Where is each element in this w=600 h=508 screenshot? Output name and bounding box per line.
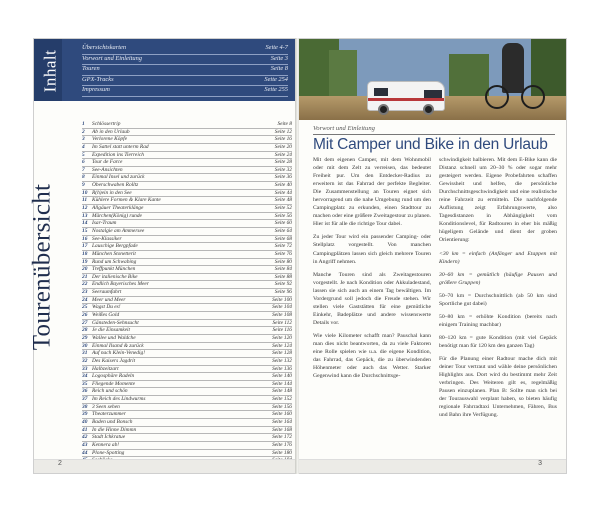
tour-page: Seite 180: [272, 449, 292, 456]
tour-label: Des Kaisers Jagdrit: [92, 357, 136, 364]
tour-page: Seite 20: [274, 143, 292, 150]
tour-page: Seite 124: [272, 342, 292, 349]
tour-label: Baden und Bonsch: [92, 418, 133, 425]
tour-label: Märchen(König) runde: [92, 212, 142, 219]
tour-label: Ab in den Urlaub: [92, 128, 130, 135]
tour-number: 39: [82, 411, 88, 418]
tour-item[interactable]: [82, 381, 292, 389]
tour-label: Meer und Meer: [92, 296, 126, 303]
distance-level: <30 km = einfach (Anfänger und Etappen mit Kindern): [439, 250, 557, 265]
tour-number: 14: [82, 220, 88, 227]
tour-item[interactable]: [82, 274, 292, 282]
tour-page: Seite 44: [274, 189, 292, 196]
tour-number: 41: [82, 426, 88, 433]
tour-number: 25: [82, 304, 88, 311]
tour-item[interactable]: [82, 388, 292, 396]
tour-item[interactable]: [82, 144, 292, 152]
tour-number: 6: [82, 159, 85, 166]
tour-item[interactable]: [82, 228, 292, 236]
tour-label: Oberschwaben Rolltz: [92, 182, 139, 189]
camper-bike-photo: [299, 39, 566, 120]
tour-page: Seite 140: [272, 373, 292, 380]
tour-item[interactable]: [82, 427, 292, 435]
tour-item[interactable]: [82, 121, 292, 129]
paragraph: Wie viele Kilometer schafft man? Pauschal kann man dies nicht beantworten, da zu viele Faktoren eine Rolle spielen wie u.a. die eigene Kondition, das Fahrrad, das Gepäck, die zu überwindenden Höhenmeter oder auch das Wetter. Starker Gegenwind kann die Durchschnittsge-: [313, 332, 431, 380]
tour-item[interactable]: [82, 358, 292, 366]
tour-number: 3: [82, 136, 85, 143]
tour-number: 19: [82, 258, 88, 265]
tour-page: Seite 120: [272, 334, 292, 341]
tour-item[interactable]: [82, 205, 292, 213]
tour-item[interactable]: [82, 404, 292, 412]
tour-label: Im Reich des Lindwurms: [92, 396, 146, 403]
tour-number: 35: [82, 380, 88, 387]
tour-page: Seite 156: [272, 403, 292, 410]
tour-item[interactable]: [82, 320, 292, 328]
tour-number: 4: [82, 143, 85, 150]
tour-page: Seite 52: [274, 205, 292, 212]
tour-page: Seite 160: [272, 411, 292, 418]
tour-page: Seite 40: [274, 182, 292, 189]
book-spread: [28, 38, 567, 476]
left-page-number: 2: [58, 460, 62, 467]
tour-item[interactable]: [82, 182, 292, 190]
distance-level: 50–70 km = Durchschnittlich (ab 50 km sind Sportliche gut dabei): [439, 292, 557, 307]
tour-number: 12: [82, 205, 88, 212]
tour-label: Seeraumfahrt: [92, 289, 122, 296]
tour-page: Seite 116: [272, 327, 292, 334]
contents-item[interactable]: Vorwort und Einleitung Seite 3: [82, 55, 288, 66]
tour-label: Logosphäre Radeln: [92, 373, 135, 380]
tour-number: 20: [82, 266, 88, 273]
distance-level: 50–80 km = erhöhte Kondition (bereits nach einigem Training machbar): [439, 313, 557, 328]
tour-number: 43: [82, 441, 88, 448]
tour-number: 16: [82, 235, 88, 242]
tour-page: Seite 64: [274, 227, 292, 234]
tour-page: Seite 88: [274, 273, 292, 280]
tour-page: Seite 176: [272, 441, 292, 448]
tour-item[interactable]: [82, 136, 292, 144]
contents-item[interactable]: Impressum Seite 255: [82, 86, 288, 97]
paragraph: schwindigkeit halbieren. Mit dem E-Bike kann die Distanz schnell um 20–30 % oder sogar mehr gesteigert werden. Eigene Probefahrten schaffen Gewissheit und helfen, die persönliche Durchschnittsgeschwindigkeit und eine realistische reine Fahrzeit zu ermitteln. Die nachfolgende Auflistung zeigt Erfahrungswerte, also Tagesdistanzen in Abhängigkeit vom Konditionslevel, für Radtouren in eher bis mäßig hügeligem Gelände und dient der groben Orientierung:: [439, 157, 557, 244]
tour-number: 30: [82, 342, 88, 349]
tour-label: Kennera ab!: [92, 441, 120, 448]
tour-label: Wallee und Waldche: [92, 334, 136, 341]
tour-page: Seite 128: [272, 350, 292, 357]
tour-number: 26: [82, 312, 88, 319]
tour-number: 37: [82, 396, 88, 403]
tour-item[interactable]: [82, 396, 292, 404]
tour-number: 42: [82, 434, 88, 441]
tour-label: Einmal Insel und zurück: [92, 174, 145, 181]
tour-item[interactable]: [82, 167, 292, 175]
article-eyebrow: Vorwort und Einleitung: [313, 125, 375, 132]
contents-title: Inhalt: [40, 49, 60, 93]
tour-label: München Stonetterit: [92, 250, 136, 257]
left-footer-bar: [34, 459, 296, 473]
tour-number: 44: [82, 449, 88, 456]
tour-number: 32: [82, 357, 88, 364]
tour-item[interactable]: [82, 213, 292, 221]
tour-label: Verlorene Köpfe: [92, 136, 127, 143]
tour-item[interactable]: [82, 243, 292, 251]
tour-label: Im Sattel statt unterm Rad: [92, 143, 149, 150]
tour-page: Seite 92: [274, 281, 292, 288]
tour-label: Theaterzummer: [92, 411, 126, 418]
tour-page: Seite 100: [272, 296, 292, 303]
contents-item[interactable]: Touren Seite 8: [82, 65, 288, 76]
right-page-number: 3: [538, 460, 542, 467]
tour-number: 28: [82, 327, 88, 334]
tour-item[interactable]: [82, 411, 292, 419]
tour-item[interactable]: [82, 197, 292, 205]
tour-label: See-Klassiker: [92, 235, 122, 242]
tour-page: Seite 68: [274, 235, 292, 242]
left-page: [28, 38, 296, 474]
tour-label: Expedition ins Tierreich: [92, 151, 144, 158]
contents-header-band: [34, 39, 296, 101]
tour-item[interactable]: [82, 442, 292, 450]
tour-item[interactable]: [82, 350, 292, 358]
tour-page: Seite 148: [272, 388, 292, 395]
contents-list: [82, 44, 288, 97]
paragraph: Für die Planung einer Radtour mache dich mit deiner Tour vertraut und wähle deine persönlichen Highlights aus. Dort wird du bestimmt mehr Zeit verbringen. Des Weiteren gilt es, regelmäßig Pausen einzuplanen. Plan B: Sollte man sich bei der Tourauswahl verplant haben, so bieten häufig regionale Fahrradtaxi Unternehmen, Fähren, Bus und Bahn ihre Verfügung.: [439, 355, 557, 419]
tour-page: Seite 76: [274, 250, 292, 257]
tour-item[interactable]: [82, 174, 292, 182]
tour-label: Gänsteden-Sehnsucht: [92, 319, 139, 326]
tour-label: Halbzeitzart: [92, 365, 119, 372]
tour-label: Weißes Gold: [92, 312, 120, 319]
tour-list: [82, 121, 292, 465]
tour-page: Seite 96: [274, 289, 292, 296]
tour-number: 7: [82, 166, 85, 173]
tour-label: Endlich Bayerisches Meer: [92, 281, 149, 288]
distance-level: 80–120 km = gute Kondition (mit viel Gepäck benötigt man für 120 km den ganzen Tag): [439, 334, 557, 349]
tour-item[interactable]: [82, 152, 292, 160]
paragraph: Mit dem eigenen Camper, mit dem Wohnmobil oder mit dem Zelt zu verreisen, das bedeutet Freiheit pur. Um den Entdecker-Radius zu erweitern ist das Fahrrad der perfekte Begleiter. Die Zusammenstellung an Touren eignet sich hervorragend um die nahe Umgebung rund um den Campingplatz zu erkunden, einen Stadttour zu machen oder eine größere Zweitagestour zu planen. Hier ist für alle die richtige Tour dabei.: [313, 157, 431, 228]
tour-label: R(h)ein in den See: [92, 189, 132, 196]
tour-page: Seite 84: [274, 266, 292, 273]
tour-label: See-Ansichten: [92, 166, 123, 173]
tour-number: 33: [82, 365, 88, 372]
tour-label: Je die Einsamkeit: [92, 327, 131, 334]
tour-item[interactable]: [82, 281, 292, 289]
tour-label: Allgäuer Theaterklänge: [92, 205, 144, 212]
tour-item[interactable]: [82, 335, 292, 343]
tour-label: Der italienische Bike: [92, 273, 138, 280]
tour-number: 10: [82, 189, 88, 196]
tour-label: Wagst Du es!: [92, 304, 121, 311]
tour-page: Seite 152: [272, 396, 292, 403]
tour-page: Seite 72: [274, 243, 292, 250]
tour-label: Nostalgie am Ammersee: [92, 227, 145, 234]
tour-page: Seite 164: [272, 418, 292, 425]
tour-item[interactable]: [82, 159, 292, 167]
tour-number: 29: [82, 334, 88, 341]
tour-label: Reich und schön: [92, 388, 128, 395]
tour-number: 13: [82, 212, 88, 219]
tour-label: Isar-Traum: [92, 220, 117, 227]
tour-item[interactable]: [82, 366, 292, 374]
tour-page: Seite 32: [274, 166, 292, 173]
tour-number: 2: [82, 128, 85, 135]
article-column-1: [313, 156, 431, 424]
distance-level: 30–60 km = gemütlich (häufige Pausen und größere Gruppen): [439, 271, 557, 286]
tour-label: Kühlere Formen & Klare Kante: [92, 197, 161, 204]
tour-label: Schlössertrip: [92, 121, 121, 127]
tour-item[interactable]: [82, 190, 292, 198]
tour-item[interactable]: [82, 289, 292, 297]
tour-page: Seite 168: [272, 426, 292, 433]
tour-page: Seite 60: [274, 220, 292, 227]
tour-item[interactable]: [82, 297, 292, 305]
tour-number: 15: [82, 227, 88, 234]
tour-overview-title: Tourenübersicht: [28, 183, 56, 351]
tour-label: Treffpunkt München: [92, 266, 136, 273]
tour-page: Seite 28: [274, 159, 292, 166]
tour-page: Seite 80: [274, 258, 292, 265]
tour-item[interactable]: [82, 434, 292, 442]
tour-item[interactable]: [82, 327, 292, 335]
camper-van: [367, 81, 445, 111]
tour-page: Seite 48: [274, 197, 292, 204]
tour-page: Seite 136: [272, 365, 292, 372]
tour-page: Seite 172: [272, 434, 292, 441]
tour-label: Rund um Schwabing: [92, 258, 137, 265]
tour-page: Seite 132: [272, 357, 292, 364]
tour-item[interactable]: [82, 251, 292, 259]
tour-number: 17: [82, 243, 88, 250]
tour-number: 31: [82, 350, 88, 357]
tour-page: Seite 56: [274, 212, 292, 219]
tour-number: 24: [82, 296, 88, 303]
tour-label: Einmal Ilsand & zurück: [92, 342, 144, 349]
tour-number: 21: [82, 273, 88, 280]
tour-item[interactable]: [82, 450, 292, 458]
tour-label: Lauschige Bergpfade: [92, 243, 138, 250]
tour-page: Seite 16: [274, 136, 292, 143]
tour-number: 34: [82, 373, 88, 380]
article-headline: Mit Camper und Bike in den Urlaub: [313, 136, 548, 153]
tour-number: 22: [82, 281, 88, 288]
tour-page: Seite 12: [274, 128, 292, 135]
tour-item[interactable]: [82, 419, 292, 427]
tour-item[interactable]: [82, 220, 292, 228]
tour-item[interactable]: [82, 373, 292, 381]
tour-label: Plone-Spotting: [92, 449, 125, 456]
right-page: [299, 38, 567, 474]
tour-number: 5: [82, 151, 85, 158]
tour-label: In die Hinne Dimmn: [92, 426, 137, 433]
tour-number: 9: [82, 182, 85, 189]
eyebrow-rule: [313, 134, 555, 135]
right-footer-bar: [299, 459, 566, 473]
tour-label: Fliegende Momente: [92, 380, 135, 387]
tour-number: 40: [82, 418, 88, 425]
tour-page: Seite 104: [272, 304, 292, 311]
tour-number: 1: [82, 121, 85, 127]
tour-item[interactable]: [82, 304, 292, 312]
tour-page: Seite 112: [272, 319, 292, 326]
tour-page: Seite 108: [272, 312, 292, 319]
article-column-2: [439, 156, 557, 424]
tour-number: 36: [82, 388, 88, 395]
tour-page: Seite 8: [277, 121, 292, 127]
tour-number: 8: [82, 174, 85, 181]
tour-number: 18: [82, 250, 88, 257]
tour-page: Seite 36: [274, 174, 292, 181]
tour-label: Stadt Ichkratue: [92, 434, 126, 441]
tour-label: 3 Seen sehen: [92, 403, 120, 410]
paragraph: Zu jeder Tour wird ein passender Camping- oder Stellplatz vorgestellt. Von manchen Campingplätzen lassen sich gleich mehrere Touren in Angriff nehmen.: [313, 234, 431, 265]
tour-page: Seite 144: [272, 380, 292, 387]
paragraph: Manche Touren sind als Zweitagestouren vorgestellt. Je nach Kondition oder Akkuladestand, lassen sie sich auch an einem Tag bewältigen. Im Vordergrund soll jedoch die Freude stehen. Wir stellen viele Gaststätten für eine gemütliche Einkehr, Badeplätze und andere wissenswerte Details vor.: [313, 271, 431, 326]
article-body: [313, 156, 557, 424]
tour-label: Auf nach Klein-Venedig!: [92, 350, 145, 357]
contents-item[interactable]: GPX-Tracks Seite 254: [82, 76, 288, 87]
tour-number: 11: [82, 197, 88, 204]
tour-page: Seite 24: [274, 151, 292, 158]
tour-item[interactable]: [82, 312, 292, 320]
tour-label: Tour de Farce: [92, 159, 123, 166]
contents-item[interactable]: Übersichtskarten Seite 4-7: [82, 44, 288, 55]
tour-number: 27: [82, 319, 88, 326]
tour-number: 38: [82, 403, 88, 410]
cyclist: [502, 43, 524, 93]
tour-number: 23: [82, 289, 88, 296]
tour-item[interactable]: [82, 266, 292, 274]
